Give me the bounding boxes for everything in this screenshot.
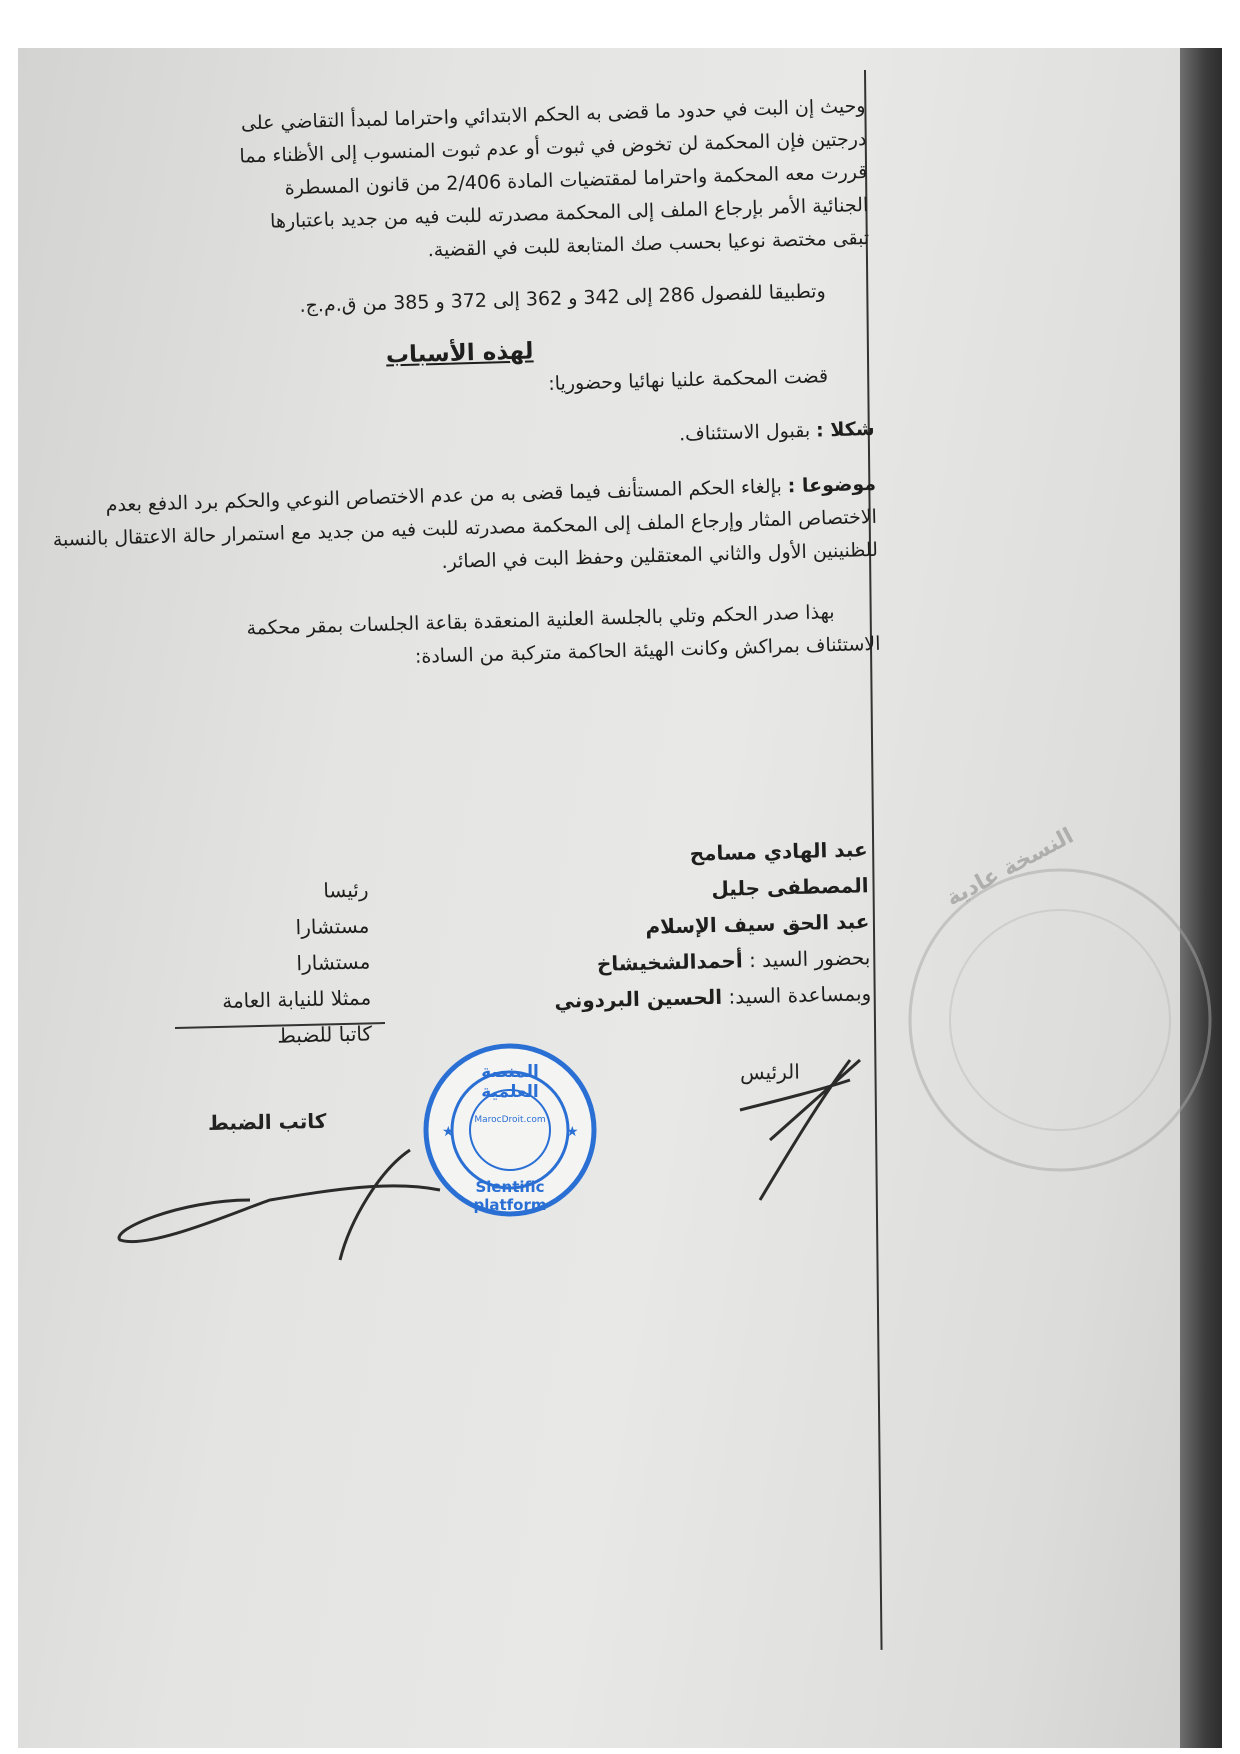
panel-role: ممثلا للنيابة العامة <box>221 985 372 1014</box>
text-line: درجتين فإن المحكمة لن تخوض في ثبوت أو عدم ثبوت المنسوب إلى الأظناء مما <box>239 127 867 168</box>
court-panel <box>147 831 872 1069</box>
assist-prefix: وبمساعدة السيد: <box>728 981 872 1009</box>
clerk-signature-label: كاتب الضبط <box>207 1108 327 1136</box>
merits-label: موضوعا : <box>787 472 877 498</box>
form-ruling <box>49 413 875 469</box>
presence-name: أحمدالشخيشاخ <box>596 948 743 976</box>
application-line: وتطبيقا للفصول 286 إلى 342 و 362 إلى 372 و 385 من ق.م.ج. <box>299 280 826 317</box>
stamp-site-text: MarocDroit.com <box>474 1115 546 1125</box>
panel-role: رئيسا <box>322 877 369 903</box>
svg-text:★: ★ <box>442 1124 455 1140</box>
panel-role: مستشارا <box>296 949 371 976</box>
assist-name: الحسين البردوني <box>554 984 723 1013</box>
panel-names <box>551 831 872 1019</box>
assist-line <box>554 975 872 1019</box>
form-label: شكلا : <box>815 417 875 442</box>
scan-dark-edge <box>1180 48 1222 1748</box>
presence-prefix: بحضور السيد : <box>748 945 871 973</box>
merits-ruling <box>51 468 878 590</box>
form-text: بقبول الاستئناف. <box>678 419 811 446</box>
text-line: قررت معه المحكمة واحتراما لمقتضيات المادة 2/406 من قانون المسطرة <box>284 160 868 200</box>
panel-role: مستشارا <box>295 913 370 940</box>
section-intro: قضت المحكمة علنيا نهائيا وحضوريا: <box>548 365 829 395</box>
panel-name: عبد الحق سيف الإسلام <box>645 909 870 939</box>
stamp-english-text: Sientific platform <box>473 1178 547 1214</box>
text-line: وحيث إن البت في حدود ما قضى به الحكم الابتدائي واحتراما لمبدأ التقاضي على <box>240 94 866 135</box>
panel-name: المصطفى جليل <box>711 873 869 902</box>
text-line: الاستئناف بمراكش وكانت الهيئة الحاكمة متركبة من السادة: <box>414 632 881 668</box>
text-line: تبقى مختصة نوعيا بحسب صك المتابعة للبت في القضية. <box>427 226 870 262</box>
stamp-arabic-text: المنصة العلمية <box>481 1062 539 1102</box>
text-line: بهذا صدر الحكم وتلي بالجلسة العلنية المنعقدة بقاعة الجلسات بمقر محكمة <box>246 601 835 640</box>
panel-role: كاتبا للضبط <box>276 1021 373 1048</box>
president-signature-label: الرئيس <box>739 1059 801 1085</box>
paragraph-reasoning <box>40 90 869 278</box>
panel-roles <box>128 871 372 1057</box>
svg-text:★: ★ <box>566 1124 579 1140</box>
text-line: الجنائية الأمر بإرجاع الملف إلى المحكمة مصدرته للبت فيه من جديد باعتبارها <box>269 193 869 233</box>
seal-text: النسخة عادية <box>942 823 1078 912</box>
section-heading: لهذه الأسباب <box>385 338 534 369</box>
merits-text: بإلغاء الحكم المستأنف فيما قضى به من عدم الاختصاص النوعي والحكم برد الدفع بعدم الاختصاص المثار وإرجاع الملف إلى المحكمة مصدرته للبت فيه من جديد مع استمرار حالة الاعتقال بالنسبة للظنينين الأول والثاني المعتقلين وحفظ البت في الصائر. <box>52 475 879 574</box>
panel-name: عبد الهادي مسامح <box>689 837 868 866</box>
document-body <box>40 90 881 684</box>
